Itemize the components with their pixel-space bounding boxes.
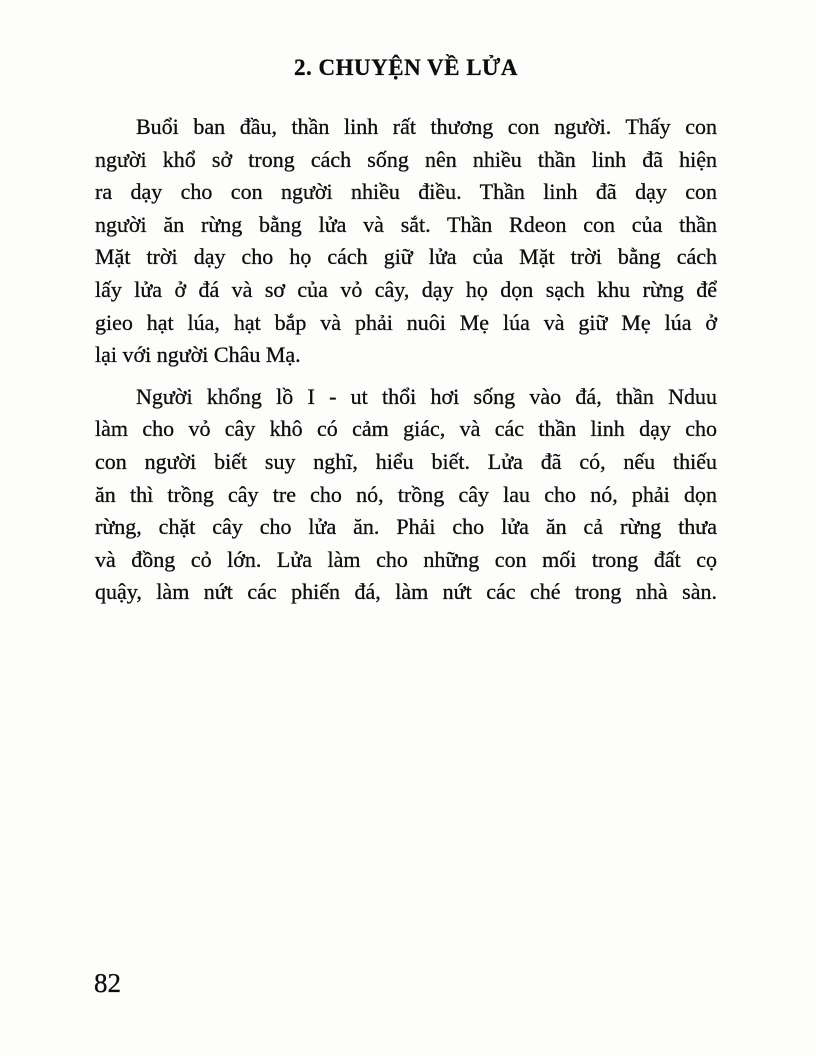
paragraph-2	[95, 381, 717, 609]
text-line: ra dạy cho con người nhiều điều. Thần linh đã dạy con	[95, 179, 717, 205]
text-line: quậy, làm nứt các phiến đá, làm nứt các ché trong nhà sàn.	[95, 579, 717, 605]
text-line: làm cho vỏ cây khô có cảm giác, và các thần linh dạy cho	[95, 416, 717, 442]
text-line: rừng, chặt cây cho lửa ăn. Phải cho lửa ăn cả rừng thưa	[95, 514, 717, 540]
page-number: 82	[94, 968, 121, 998]
text-line: Người khổng lồ I - ut thổi hơi sống vào đá, thần Nduu	[136, 383, 717, 409]
page-body	[95, 111, 717, 609]
text-line: Buổi ban đầu, thần linh rất thương con người. Thấy con	[136, 114, 717, 139]
text-line: và đồng cỏ lớn. Lửa làm cho những con mối trong đất cọ	[95, 546, 717, 572]
text-line: con người biết suy nghĩ, hiểu biết. Lửa đã có, nếu thiếu	[95, 448, 717, 474]
text-line: người ăn rừng bằng lửa và sắt. Thần Rdeon con của thần	[95, 211, 717, 237]
paragraph-1	[95, 111, 717, 372]
text-line: lại với người Châu Mạ.	[95, 342, 301, 368]
chapter-title: 2. CHUYỆN VỀ LỬA	[294, 55, 518, 80]
text-line: Mặt trời dạy cho họ cách giữ lửa của Mặt trời bằng cách	[95, 244, 717, 270]
text-line: người khổ sở trong cách sống nên nhiều thần linh đã hiện	[95, 146, 717, 172]
text-line: ăn thì trồng cây tre cho nó, trồng cây lau cho nó, phải dọn	[95, 481, 717, 507]
text-line: gieo hạt lúa, hạt bắp và phải nuôi Mẹ lúa và giữ Mẹ lúa ở	[95, 309, 717, 335]
text-line: lấy lửa ở đá và sơ của vỏ cây, dạy họ dọn sạch khu rừng để	[95, 276, 717, 302]
